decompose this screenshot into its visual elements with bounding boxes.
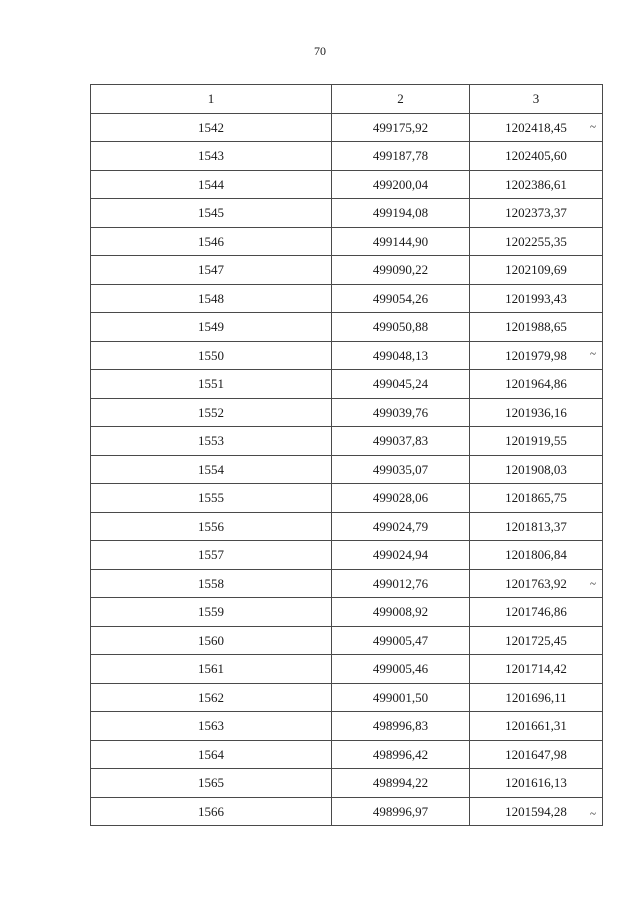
table-row xyxy=(91,740,603,769)
point-number-cell: 1557 xyxy=(91,541,332,570)
x-coordinate-cell: 499028,06 xyxy=(332,484,470,513)
point-number-cell: 1547 xyxy=(91,256,332,285)
y-coordinate-cell: 1201964,86 xyxy=(470,370,603,399)
point-number-cell: 1551 xyxy=(91,370,332,399)
y-coordinate-cell: 1201813,37 xyxy=(470,512,603,541)
point-number-cell: 1556 xyxy=(91,512,332,541)
table-row xyxy=(91,769,603,798)
x-coordinate-cell: 499024,94 xyxy=(332,541,470,570)
y-coordinate-cell: 1201919,55 xyxy=(470,427,603,456)
point-number-cell: 1543 xyxy=(91,142,332,171)
x-coordinate-cell: 499194,08 xyxy=(332,199,470,228)
margin-mark: ~ xyxy=(590,808,596,820)
x-coordinate-cell: 499175,92 xyxy=(332,113,470,142)
table-row xyxy=(91,341,603,370)
point-number-cell: 1564 xyxy=(91,740,332,769)
y-coordinate-cell: 1202386,61 xyxy=(470,170,603,199)
x-coordinate-cell: 498996,42 xyxy=(332,740,470,769)
y-coordinate-cell: 1202405,60 xyxy=(470,142,603,171)
table-row xyxy=(91,484,603,513)
table-row xyxy=(91,199,603,228)
y-coordinate-cell: 1201763,92 xyxy=(470,569,603,598)
x-coordinate-cell: 499012,76 xyxy=(332,569,470,598)
table-row xyxy=(91,284,603,313)
point-number-cell: 1554 xyxy=(91,455,332,484)
point-number-cell: 1553 xyxy=(91,427,332,456)
table-header-row xyxy=(91,85,603,114)
point-number-cell: 1563 xyxy=(91,712,332,741)
table-row xyxy=(91,370,603,399)
x-coordinate-cell: 499144,90 xyxy=(332,227,470,256)
point-number-cell: 1552 xyxy=(91,398,332,427)
point-number-cell: 1555 xyxy=(91,484,332,513)
table-row xyxy=(91,683,603,712)
y-coordinate-cell: 1202373,37 xyxy=(470,199,603,228)
column-header-1: 1 xyxy=(91,85,332,114)
y-coordinate-cell: 1201746,86 xyxy=(470,598,603,627)
table-row xyxy=(91,427,603,456)
x-coordinate-cell: 498996,97 xyxy=(332,797,470,826)
x-coordinate-cell: 499035,07 xyxy=(332,455,470,484)
margin-mark: ~ xyxy=(590,348,596,360)
y-coordinate-cell: 1201979,98 xyxy=(470,341,603,370)
table-row xyxy=(91,626,603,655)
x-coordinate-cell: 499037,83 xyxy=(332,427,470,456)
point-number-cell: 1560 xyxy=(91,626,332,655)
point-number-cell: 1561 xyxy=(91,655,332,684)
x-coordinate-cell: 499005,47 xyxy=(332,626,470,655)
point-number-cell: 1559 xyxy=(91,598,332,627)
point-number-cell: 1565 xyxy=(91,769,332,798)
table-row xyxy=(91,256,603,285)
y-coordinate-cell: 1201696,11 xyxy=(470,683,603,712)
point-number-cell: 1549 xyxy=(91,313,332,342)
table-row xyxy=(91,797,603,826)
x-coordinate-cell: 499048,13 xyxy=(332,341,470,370)
table-row xyxy=(91,455,603,484)
point-number-cell: 1562 xyxy=(91,683,332,712)
point-number-cell: 1558 xyxy=(91,569,332,598)
point-number-cell: 1550 xyxy=(91,341,332,370)
table-row xyxy=(91,113,603,142)
table-row xyxy=(91,569,603,598)
y-coordinate-cell: 1201936,16 xyxy=(470,398,603,427)
y-coordinate-cell: 1201647,98 xyxy=(470,740,603,769)
x-coordinate-cell: 499054,26 xyxy=(332,284,470,313)
x-coordinate-cell: 499001,50 xyxy=(332,683,470,712)
y-coordinate-cell: 1201594,28 xyxy=(470,797,603,826)
y-coordinate-cell: 1202255,35 xyxy=(470,227,603,256)
x-coordinate-cell: 499200,04 xyxy=(332,170,470,199)
y-coordinate-cell: 1201714,42 xyxy=(470,655,603,684)
y-coordinate-cell: 1201616,13 xyxy=(470,769,603,798)
table-row xyxy=(91,712,603,741)
x-coordinate-cell: 499008,92 xyxy=(332,598,470,627)
table-row xyxy=(91,227,603,256)
point-number-cell: 1546 xyxy=(91,227,332,256)
table-row xyxy=(91,598,603,627)
x-coordinate-cell: 498996,83 xyxy=(332,712,470,741)
table-row xyxy=(91,398,603,427)
point-number-cell: 1544 xyxy=(91,170,332,199)
y-coordinate-cell: 1202418,45 xyxy=(470,113,603,142)
table-row xyxy=(91,512,603,541)
y-coordinate-cell: 1201908,03 xyxy=(470,455,603,484)
y-coordinate-cell: 1201988,65 xyxy=(470,313,603,342)
y-coordinate-cell: 1201806,84 xyxy=(470,541,603,570)
x-coordinate-cell: 499090,22 xyxy=(332,256,470,285)
x-coordinate-cell: 499187,78 xyxy=(332,142,470,171)
table-row xyxy=(91,541,603,570)
point-number-cell: 1545 xyxy=(91,199,332,228)
x-coordinate-cell: 498994,22 xyxy=(332,769,470,798)
y-coordinate-cell: 1201865,75 xyxy=(470,484,603,513)
table-row xyxy=(91,655,603,684)
margin-mark: ~ xyxy=(590,121,596,133)
table-row xyxy=(91,170,603,199)
x-coordinate-cell: 499045,24 xyxy=(332,370,470,399)
table-row xyxy=(91,142,603,171)
y-coordinate-cell: 1202109,69 xyxy=(470,256,603,285)
x-coordinate-cell: 499039,76 xyxy=(332,398,470,427)
point-number-cell: 1542 xyxy=(91,113,332,142)
x-coordinate-cell: 499005,46 xyxy=(332,655,470,684)
coordinates-table xyxy=(90,84,603,826)
x-coordinate-cell: 499024,79 xyxy=(332,512,470,541)
column-header-2: 2 xyxy=(332,85,470,114)
y-coordinate-cell: 1201661,31 xyxy=(470,712,603,741)
table-row xyxy=(91,313,603,342)
x-coordinate-cell: 499050,88 xyxy=(332,313,470,342)
point-number-cell: 1548 xyxy=(91,284,332,313)
page-number: 70 xyxy=(314,44,326,58)
y-coordinate-cell: 1201725,45 xyxy=(470,626,603,655)
y-coordinate-cell: 1201993,43 xyxy=(470,284,603,313)
margin-mark: ~ xyxy=(590,578,596,590)
column-header-3: 3 xyxy=(470,85,603,114)
point-number-cell: 1566 xyxy=(91,797,332,826)
